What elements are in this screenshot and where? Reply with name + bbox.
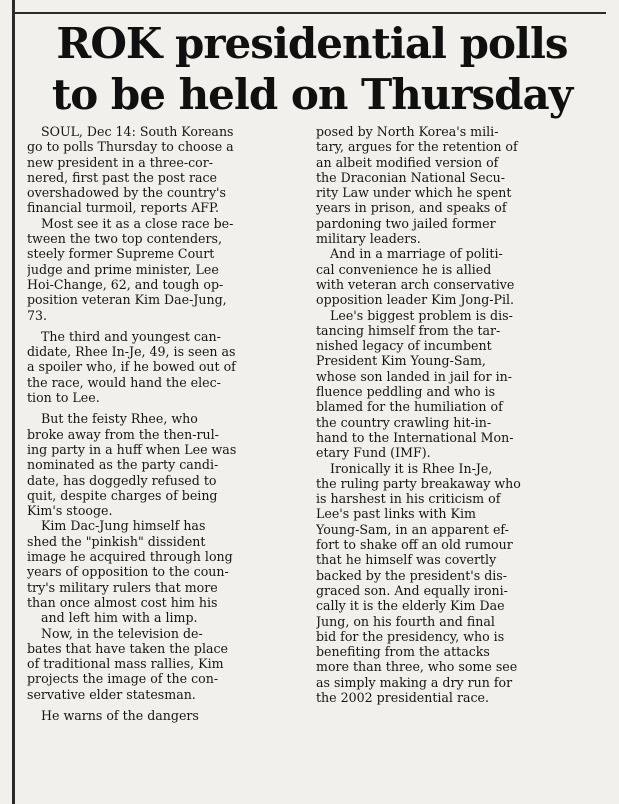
headline-line-1: ROK presidential polls (56, 19, 568, 68)
article-line: cally it is the elderly Kim Dae (316, 598, 505, 614)
article-line: servative elder statesman. (27, 686, 196, 702)
article-line: military leaders. (316, 231, 421, 247)
article-line: and left him with a limp. (41, 610, 198, 626)
article-line: the 2002 presidential race. (316, 689, 489, 705)
article-line: posed by North Korea's mili- (316, 124, 499, 139)
article-line: the Draconian National Secu- (316, 169, 505, 185)
article-line: benefiting from the attacks (316, 644, 490, 660)
article-line: hand to the International Mon- (316, 429, 514, 445)
article-line: overshadowed by the country's (27, 185, 226, 201)
article-line: didate, Rhee In-Je, 49, is seen as (27, 344, 236, 360)
article-line: steely former Supreme Court (27, 246, 215, 262)
article-line: with veteran arch conservative (316, 276, 515, 292)
article-line: SOUL, Dec 14: South Koreans (41, 124, 234, 139)
article-column-right (316, 124, 584, 705)
article-line: He warns of the dangers (41, 707, 199, 723)
article-column-left (27, 124, 295, 723)
article-line: Ironically it is Rhee In-Je, (330, 460, 493, 476)
article-line: new president in a three-cor- (27, 154, 213, 170)
article-line: years of opposition to the coun- (27, 564, 229, 580)
article-line: tween the two top contenders, (27, 231, 222, 247)
article-line: Hoi-Change, 62, and tough op- (27, 276, 224, 292)
article-line: Now, in the television de- (41, 625, 203, 641)
article-line: try's military rulers that more (27, 579, 218, 595)
article-line: graced son. And equally ironi- (316, 582, 508, 598)
article-line: fluence peddling and who is (316, 384, 496, 400)
article-line: quit, despite charges of being (27, 487, 218, 503)
article-line: ing party in a huff when Lee was (27, 441, 237, 457)
article-line: whose son landed in jail for in- (316, 368, 513, 384)
article-line: nished legacy of incumbent (316, 338, 492, 354)
article-line: pardoning two jailed former (316, 215, 496, 231)
article-line: as simply making a dry run for (316, 674, 513, 690)
article-line: Lee's past links with Kim (316, 506, 476, 522)
article-line: position veteran Kim Dae-Jung, (27, 292, 227, 308)
article-body (27, 124, 607, 774)
article-line: an albeit modified version of (316, 154, 499, 170)
article-line: etary Fund (IMF). (316, 445, 431, 461)
article-line: of traditional mass rallies, Kim (27, 656, 224, 672)
article-line: the ruling party breakaway who (316, 475, 521, 491)
article-line: the race, would hand the elec- (27, 374, 221, 390)
article-line: go to polls Thursday to choose a (27, 139, 234, 155)
headline-line-2: to be held on Thursday (51, 70, 573, 119)
article-line: tion to Lee. (27, 390, 100, 406)
article-line: cal convenience he is allied (316, 261, 492, 277)
article-line: tancing himself from the tar- (316, 322, 501, 338)
article-line: financial turmoil, reports AFP. (27, 200, 219, 216)
article-line: But the feisty Rhee, who (41, 411, 198, 427)
article-line: The third and youngest can- (41, 328, 221, 344)
article-line: Most see it as a close race be- (41, 215, 234, 231)
article-line: judge and prime minister, Lee (27, 261, 219, 277)
headline (22, 18, 602, 120)
article-line: Lee's biggest problem is dis- (330, 307, 513, 323)
article-line: more than three, who some see (316, 659, 518, 675)
article-line: date, has doggedly refused to (27, 472, 217, 488)
article-line: And in a marriage of politi- (330, 246, 503, 262)
article-line: Kim's stooge. (27, 503, 113, 519)
column-rule-top (12, 12, 606, 14)
article-line: nered, first past the post race (27, 169, 217, 185)
article-line: years in prison, and speaks of (316, 200, 507, 216)
article-line: broke away from the then-rul- (27, 426, 219, 442)
article-line: that he himself was covertly (316, 552, 497, 568)
article-line: Young-Sam, in an apparent ef- (316, 521, 509, 537)
article-line: President Kim Young-Sam, (316, 353, 486, 369)
article-line: shed the "pinkish" dissident (27, 533, 206, 549)
article-line: image he acquired through long (27, 549, 233, 565)
article-line: 73. (27, 307, 48, 323)
article-line: than once almost cost him his (27, 594, 218, 610)
article-line: the country crawling hit-in- (316, 414, 492, 430)
column-rule-left (12, 0, 15, 804)
article-line: Jung, on his fourth and final (316, 613, 495, 629)
article-line: Kim Dac-Jung himself has (41, 518, 206, 534)
article-line: rity Law under which he spent (316, 185, 512, 201)
article-line: bates that have taken the place (27, 640, 228, 656)
article-line: nominated as the party candi- (27, 457, 219, 473)
article-line: projects the image of the con- (27, 671, 219, 687)
article-line: fort to shake off an old rumour (316, 537, 513, 553)
article-line: backed by the president's dis- (316, 567, 508, 583)
article-line: a spoiler who, if he bowed out of (27, 359, 236, 375)
article-line: tary, argues for the retention of (316, 139, 518, 155)
article-line: opposition leader Kim Jong-Pil. (316, 292, 515, 308)
article-line: is harshest in his criticism of (316, 491, 501, 507)
article-line: blamed for the humiliation of (316, 399, 503, 415)
article-line: bid for the presidency, who is (316, 628, 505, 644)
